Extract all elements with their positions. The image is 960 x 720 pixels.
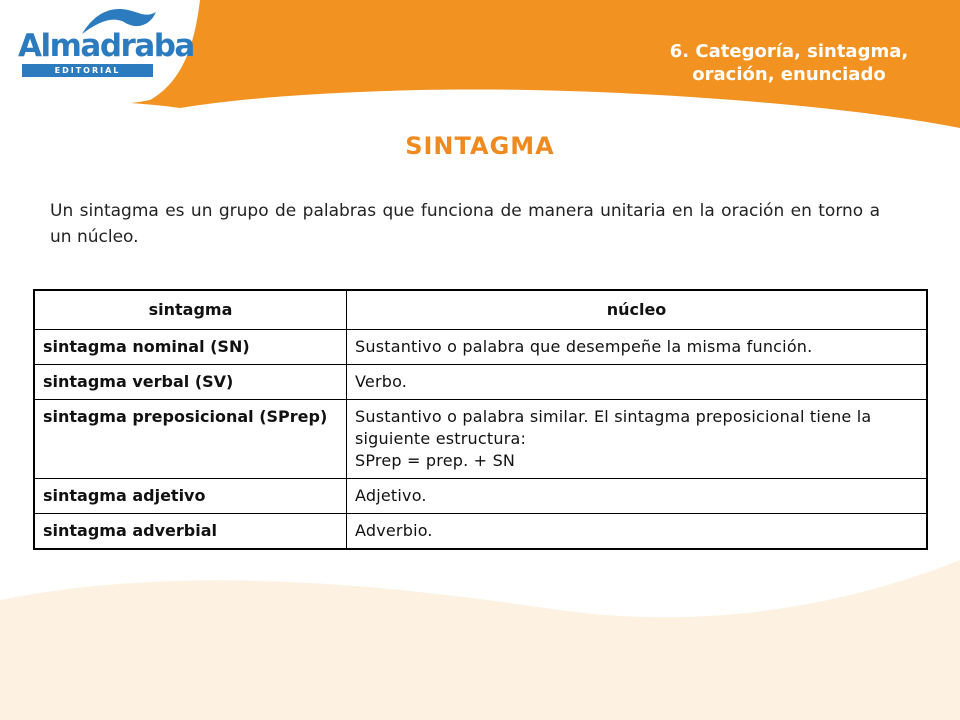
table-header-row [34, 290, 927, 330]
column-header-nucleo: núcleo [347, 290, 928, 330]
sintagma-table-container [33, 289, 928, 550]
row-term: sintagma nominal (SN) [34, 330, 347, 365]
row-core: Adjetivo. [347, 479, 928, 514]
page-title: SINTAGMA [405, 132, 555, 160]
row-term: sintagma adverbial [34, 514, 347, 550]
row-core [347, 400, 928, 479]
logo-wordmark: Almadraba [18, 28, 194, 64]
row-core: Verbo. [347, 365, 928, 400]
logo-subtitle: EDITORIAL [22, 64, 153, 77]
row-core-line-2: SPrep = prep. + SN [355, 451, 516, 470]
table-row [34, 365, 927, 400]
table-row [34, 330, 927, 365]
intro-paragraph: Un sintagma es un grupo de palabras que funciona de manera unitaria en la oración en torno a un núcleo. [50, 201, 880, 247]
column-header-sintagma: sintagma [34, 290, 347, 330]
row-core: Sustantivo o palabra que desempeñe la misma función. [347, 330, 928, 365]
table-row [34, 514, 927, 550]
sintagma-table [33, 289, 928, 550]
section-heading [644, 40, 934, 86]
section-heading-line-1: 6. Categoría, sintagma, [669, 41, 909, 62]
section-heading-line-2: oración, enunciado [692, 64, 886, 85]
table-row [34, 400, 927, 479]
row-core-line-1: Sustantivo o palabra similar. El sintagma preposicional tiene la siguiente estructura: [355, 407, 872, 448]
brand-logo[interactable] [18, 4, 194, 75]
row-term: sintagma adjetivo [34, 479, 347, 514]
row-term: sintagma preposicional (SPrep) [34, 400, 347, 479]
table-row [34, 479, 927, 514]
row-core: Adverbio. [347, 514, 928, 550]
row-term: sintagma verbal (SV) [34, 365, 347, 400]
